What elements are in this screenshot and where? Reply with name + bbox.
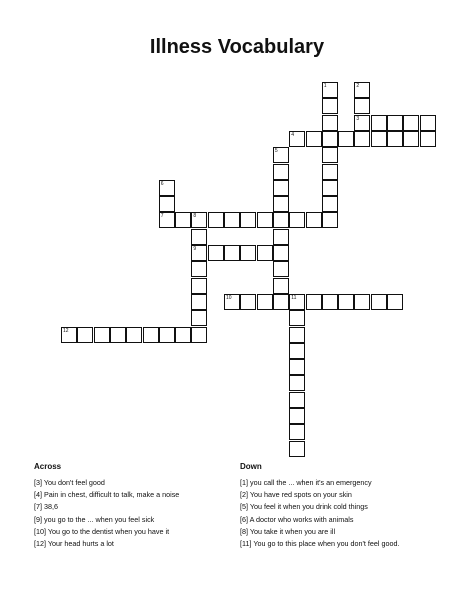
down-clue: [5] You feel it when you drink cold things <box>240 502 368 512</box>
grid-cell[interactable] <box>175 327 191 343</box>
grid-cell[interactable] <box>306 294 322 310</box>
down-clue: [6] A doctor who works with animals <box>240 514 354 524</box>
grid-cell[interactable] <box>322 212 338 228</box>
grid-cell[interactable] <box>191 327 207 343</box>
grid-cell[interactable] <box>159 180 175 196</box>
grid-cell[interactable] <box>208 245 224 261</box>
cell-number: 11 <box>291 294 297 301</box>
grid-cell[interactable] <box>110 327 126 343</box>
grid-cell[interactable] <box>273 261 289 277</box>
grid-cell[interactable] <box>257 245 273 261</box>
grid-cell[interactable] <box>289 212 305 228</box>
grid-cell[interactable] <box>371 294 387 310</box>
grid-cell[interactable] <box>191 310 207 326</box>
grid-cell[interactable] <box>191 294 207 310</box>
grid-cell[interactable] <box>77 327 93 343</box>
down-clues <box>240 462 400 550</box>
across-clue: [4] Pain in chest, difficult to talk, make a noise <box>34 490 180 500</box>
grid-cell[interactable] <box>159 212 175 228</box>
grid-cell[interactable] <box>371 115 387 131</box>
cell-number: 7 <box>160 213 164 220</box>
grid-cell[interactable] <box>159 196 175 212</box>
cell-number: 3 <box>356 115 360 122</box>
grid-cell[interactable] <box>240 212 256 228</box>
grid-cell[interactable] <box>420 131 436 147</box>
grid-cell[interactable] <box>240 245 256 261</box>
cell-number: 9 <box>193 246 197 252</box>
grid-cell[interactable] <box>273 164 289 180</box>
grid-cell[interactable] <box>273 294 289 310</box>
cell-number: 8 <box>193 213 197 220</box>
grid-cell[interactable] <box>191 245 207 261</box>
grid-cell[interactable] <box>403 115 419 131</box>
grid-cell[interactable] <box>191 212 207 228</box>
grid-cell[interactable] <box>257 294 273 310</box>
grid-cell[interactable] <box>289 424 305 440</box>
grid-cell[interactable] <box>354 115 370 131</box>
grid-cell[interactable] <box>224 294 240 310</box>
grid-cell[interactable] <box>289 327 305 343</box>
grid-cell[interactable] <box>289 359 305 375</box>
cell-number: 1 <box>323 83 327 89</box>
across-clue: [10] You go to the dentist when you have it <box>34 526 170 536</box>
grid-cell[interactable] <box>403 131 419 147</box>
grid-cell[interactable] <box>322 164 338 180</box>
down-clue: [2] You have red spots on your skin <box>240 490 352 500</box>
grid-cell[interactable] <box>273 212 289 228</box>
grid-cell[interactable] <box>289 294 305 310</box>
grid-cell[interactable] <box>289 310 305 326</box>
grid-cell[interactable] <box>387 131 403 147</box>
across-heading: Across <box>34 462 62 471</box>
down-clue: [8] You take it when you are ill <box>240 526 336 536</box>
grid-cell[interactable] <box>289 392 305 408</box>
cell-number: 12 <box>63 327 69 334</box>
cell-number: 4 <box>291 131 294 138</box>
grid-cell[interactable] <box>224 212 240 228</box>
grid-cell[interactable] <box>387 115 403 131</box>
grid-cell[interactable] <box>322 196 338 212</box>
grid-cell[interactable] <box>289 441 305 457</box>
grid-cell[interactable] <box>208 212 224 228</box>
grid-cell[interactable] <box>322 147 338 163</box>
grid-cell[interactable] <box>289 343 305 359</box>
grid-cell[interactable] <box>289 408 305 424</box>
cell-number: 6 <box>160 180 164 187</box>
across-clue: [7] 38,6 <box>34 502 58 512</box>
cell-number: 2 <box>356 83 360 89</box>
grid-cell[interactable] <box>322 115 338 131</box>
grid-cell[interactable] <box>143 327 159 343</box>
grid-cell[interactable] <box>191 278 207 294</box>
grid-cell[interactable] <box>322 98 338 114</box>
grid-cell[interactable] <box>273 180 289 196</box>
across-clue: [9] you go to the ... when you feel sick <box>34 514 155 524</box>
grid-cell[interactable] <box>338 294 354 310</box>
grid-cell[interactable] <box>224 245 240 261</box>
grid-cell[interactable] <box>159 327 175 343</box>
grid-cell[interactable] <box>322 294 338 310</box>
grid-cell[interactable] <box>322 82 338 98</box>
grid-cell[interactable] <box>273 278 289 294</box>
grid-cell[interactable] <box>322 180 338 196</box>
grid-cell[interactable] <box>354 82 370 98</box>
grid-cell[interactable] <box>273 229 289 245</box>
grid-cell[interactable] <box>289 131 305 147</box>
grid-cell[interactable] <box>94 327 110 343</box>
grid-cell[interactable] <box>387 294 403 310</box>
grid-cell[interactable] <box>273 245 289 261</box>
grid-cell[interactable] <box>354 294 370 310</box>
grid-cell[interactable] <box>61 327 77 343</box>
grid-cell[interactable] <box>257 212 273 228</box>
grid-cell[interactable] <box>191 261 207 277</box>
grid-cell[interactable] <box>273 196 289 212</box>
across-clues <box>34 462 179 550</box>
across-clue: [3] You don't feel good <box>34 478 105 487</box>
grid-cell[interactable] <box>420 115 436 131</box>
grid-cell[interactable] <box>338 131 354 147</box>
down-clue: [11] You go to this place when you don't feel good. <box>240 538 400 548</box>
grid-cell[interactable] <box>322 131 338 147</box>
grid-cell[interactable] <box>273 147 289 163</box>
down-clue: [1] you call the ... when it's an emergency <box>240 478 372 487</box>
grid-cell[interactable] <box>306 212 322 228</box>
grid-cell[interactable] <box>306 131 322 147</box>
grid-cell[interactable] <box>175 212 191 228</box>
cell-number: 5 <box>274 148 278 155</box>
down-heading: Down <box>240 462 262 471</box>
grid-cell[interactable] <box>126 327 142 343</box>
grid-cell[interactable] <box>289 375 305 391</box>
grid-cell[interactable] <box>354 98 370 114</box>
grid-cell[interactable] <box>371 131 387 147</box>
puzzle-title: Illness Vocabulary <box>149 36 325 58</box>
across-clue: [12] Your head hurts a lot <box>34 538 114 548</box>
grid-cell[interactable] <box>191 229 207 245</box>
cell-number: 10 <box>226 294 232 301</box>
grid-cell[interactable] <box>354 131 370 147</box>
grid-cell[interactable] <box>240 294 256 310</box>
